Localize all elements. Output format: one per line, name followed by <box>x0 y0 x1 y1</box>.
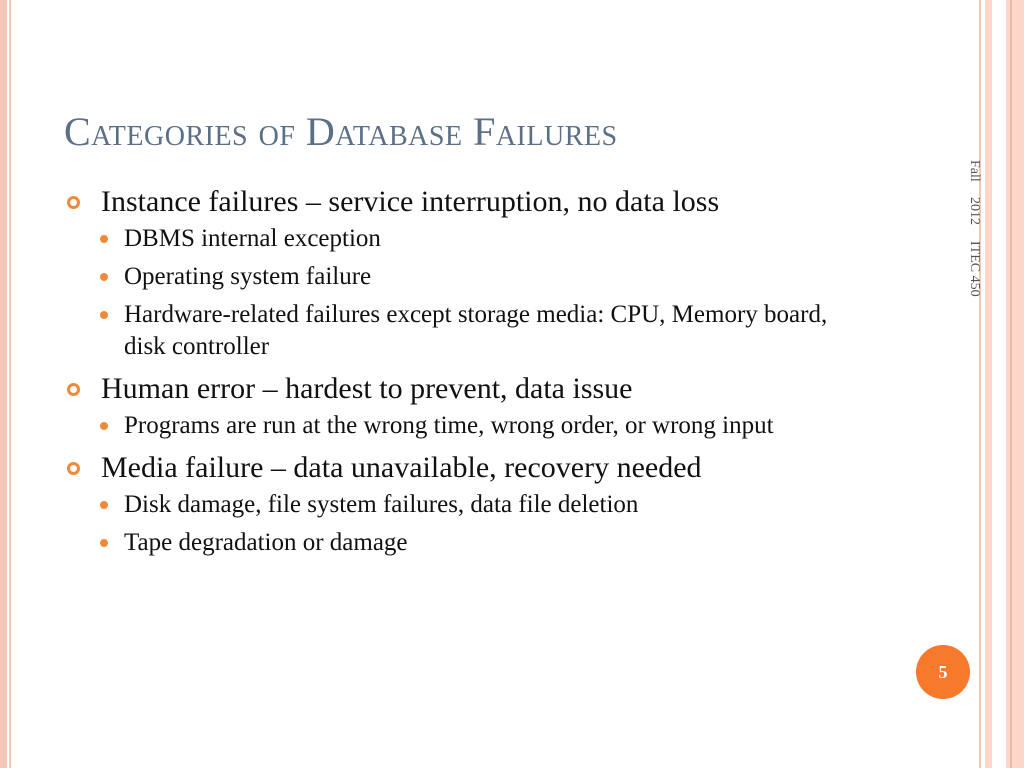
sub-bullet-text: Operating system failure <box>124 263 372 290</box>
bullet-list <box>64 184 864 559</box>
dot-bullet-icon <box>100 539 108 547</box>
bullet-text: Instance failures – service interruption, no data loss <box>101 185 720 218</box>
dot-bullet-icon <box>100 501 108 509</box>
ring-bullet-icon <box>67 196 80 209</box>
bullet-content <box>64 184 864 567</box>
dot-bullet-icon <box>100 235 108 243</box>
bullet-item <box>64 371 864 442</box>
slide-title: Categories of Database Failures <box>64 109 618 154</box>
sub-bullet-item <box>94 223 864 255</box>
sub-bullet-item <box>94 410 864 442</box>
dot-bullet-icon <box>100 273 108 281</box>
sub-bullet-text: Tape degradation or damage <box>124 529 408 556</box>
sub-bullet-item <box>94 261 864 293</box>
left-border-decoration <box>0 0 7 768</box>
footer-course: ITEC 450 <box>967 240 982 297</box>
page-number-badge <box>916 645 970 699</box>
sub-bullet-text: DBMS internal exception <box>124 225 381 252</box>
bullet-item <box>64 450 864 559</box>
sub-bullet-text: Programs are run at the wrong time, wrong order, or wrong input <box>124 412 774 439</box>
bullet-text: Human error – hardest to prevent, data issue <box>101 372 633 405</box>
sub-bullet-text: Hardware-related failures except storage media: CPU, Memory board, disk controller <box>124 301 828 360</box>
right-border-accent-line <box>1010 0 1012 768</box>
dot-bullet-icon <box>100 311 108 319</box>
footer-year: 2012 <box>967 197 982 226</box>
sub-bullet-item <box>94 489 864 521</box>
sub-bullet-item <box>94 299 864 363</box>
bullet-text: Media failure – data unavailable, recovery needed <box>101 451 702 484</box>
dot-bullet-icon <box>100 422 108 430</box>
sub-bullet-list <box>94 489 864 559</box>
footer-term: Fall <box>967 160 982 182</box>
bullet-item <box>64 184 864 363</box>
right-border-line <box>979 0 981 768</box>
sub-bullet-item <box>94 527 864 559</box>
sub-bullet-list <box>94 410 864 442</box>
ring-bullet-icon <box>67 462 80 475</box>
sub-bullet-list <box>94 223 864 363</box>
ring-bullet-icon <box>67 383 80 396</box>
slide-footer <box>966 160 982 296</box>
right-border-inner-stripe <box>992 0 1006 768</box>
sub-bullet-text: Disk damage, file system failures, data file deletion <box>124 491 639 518</box>
page-number: 5 <box>938 661 948 682</box>
